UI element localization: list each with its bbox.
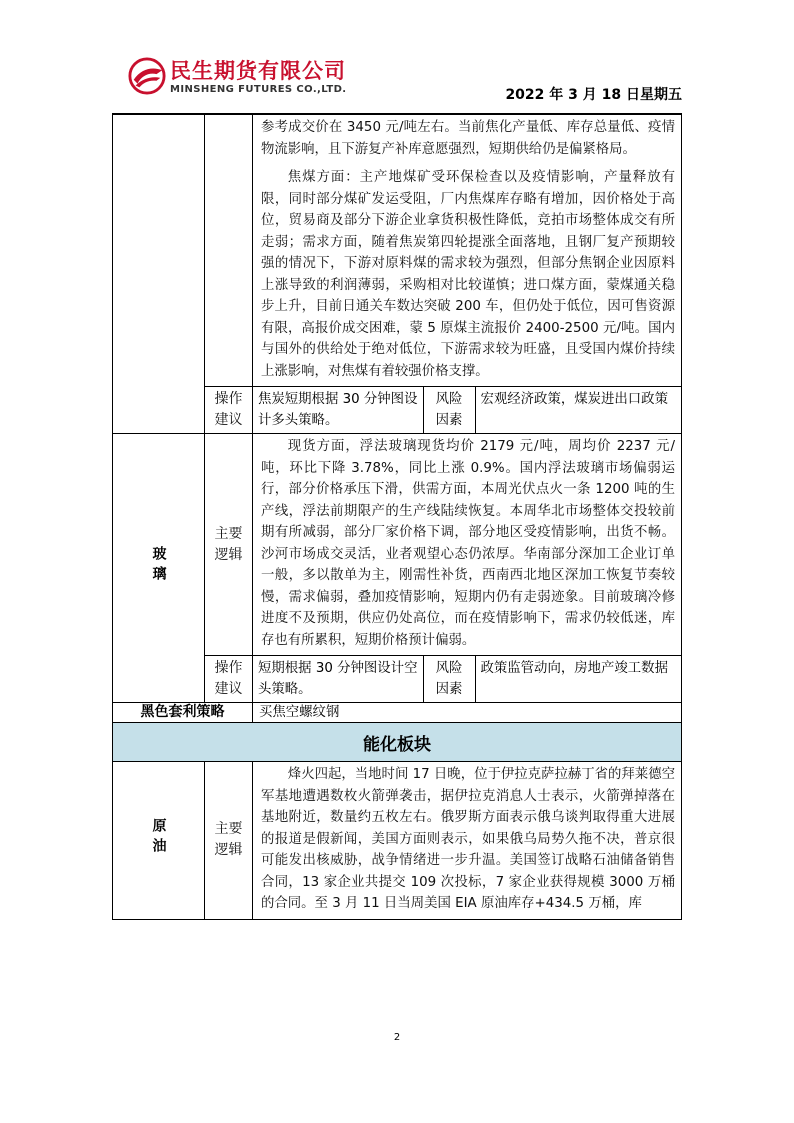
company-name-cn: 民生期货有限公司	[170, 59, 346, 83]
glass-logic-label-text: 主要逻辑	[214, 525, 243, 563]
glass-op-inner	[253, 656, 681, 702]
coal-op-label	[205, 387, 253, 434]
crude-category: 原油	[150, 818, 167, 859]
glass-category: 玻璃	[150, 546, 167, 586]
glass-op-text: 短期根据 30 分钟图设计空头策略。	[258, 661, 418, 697]
glass-category-cell	[113, 434, 205, 703]
coal-paragraph: 参考成交价在 3450 元/吨左右。当前焦化产量低、库存总量低、疫情物流影响，且下游复产补库意愿强烈，短期供给仍是偏紧格局。	[261, 120, 675, 157]
glass-risk-text: 政策监管动向，房地产竣工数据	[475, 656, 681, 702]
company-logo	[128, 55, 368, 105]
coking-coal-paragraph: 焦煤方面：主产地煤矿受环保检查以及疫情影响，产量释放有限，同时部分煤矿发运受阻，厂内焦煤库存略有增加，因价格处于高位，贸易商及部分下游企业拿货积极性降低，竞拍市场整体成交有所走弱；需求方面，随着焦炭第四轮提涨全面落地，且钢厂复产预期较强的情况下，下游对原料煤的需求较为强烈，但部分焦钢企业因原料上涨导致的利润薄弱，采购相对比较谨慎；进口煤方面，蒙煤通关稳步上升，目前日通关车数达突破 200 车，但仍处于低位，因可售资源有限，高报价成交困难，蒙 5 原煤主流报价 2400-2500 元/吨。国内与国外的供给处于绝对低位，下游需求较为旺盛，且受国内煤价持续上涨影响，对焦煤有着较强价格支撑。	[261, 170, 675, 379]
coal-risk-text: 宏观经济政策，煤炭进出口政策	[475, 387, 681, 433]
glass-logic-label	[205, 434, 253, 656]
company-logo-icon	[128, 57, 166, 95]
glass-op-label-text: 操作建议	[214, 660, 243, 697]
coal-risk-label	[423, 387, 475, 433]
crude-logic-label	[205, 762, 253, 920]
arbitrage-label: 黑色套利策略	[113, 703, 253, 723]
coal-risk-label-text: 风险因素	[435, 392, 463, 428]
glass-risk-label	[423, 656, 475, 702]
glass-logic-text	[253, 434, 682, 656]
coal-op-cell	[253, 387, 682, 434]
coal-op-label-text: 操作建议	[214, 391, 243, 428]
crude-category-cell	[113, 762, 205, 920]
crude-logic-row	[113, 762, 682, 920]
report-date: 2022 年 3 月 18 日星期五	[505, 87, 682, 103]
arbitrage-row	[113, 703, 682, 723]
page-number: 2	[393, 1032, 401, 1043]
report-table	[112, 114, 682, 920]
coal-logic-label-cell	[205, 115, 253, 387]
energy-section-row	[113, 723, 682, 762]
arbitrage-value: 买焦空螺纹钢	[253, 703, 682, 723]
coal-category-cell	[113, 115, 205, 434]
coal-op-text: 焦炭短期根据 30 分钟图设计多头策略。	[258, 392, 418, 428]
glass-op-label	[205, 656, 253, 703]
glass-paragraph: 现货方面，浮法玻璃现货均价 2179 元/吨，周均价 2237 元/吨，环比下降 3.78%，同比上涨 0.9%。国内浮法玻璃市场偏弱运行，部分价格承压下滑，供需方面，本周光伏点火一条 1200 吨的生产线，浮法前期限产的生产线陆续恢复。本周华北市场整体交投较前期有所减弱，部分厂家价格下调，部分地区受疫情影响，出货不畅。沙河市场成交灵活，业者观望心态仍浓厚。华南部分深加工企业订单一般，多以散单为主，刚需性补货，西南西北地区深加工恢复节奏较慢，需求偏弱，叠加疫情影响，短期内仍有走弱迹象。目前玻璃冷修进度不及预期，供应仍处高位，而在疫情影响下，需求仍较低迷，库存也有所累积，短期价格预计偏弱。	[261, 439, 675, 648]
crude-logic-label-text: 主要逻辑	[214, 821, 243, 859]
coal-logic-row	[113, 115, 682, 387]
energy-section-title: 能化板块	[113, 723, 682, 762]
coal-logic-text	[253, 115, 682, 387]
crude-paragraph: 烽火四起，当地时间 17 日晚，位于伊拉克萨拉赫丁省的拜莱德空军基地遭遇数枚火箭弹袭击，据伊拉克消息人士表示，火箭弹掉落在基地附近，数量约五枚左右。俄罗斯方面表示俄乌谈判取得重大进展的报道是假新闻，美国方面则表示，如果俄乌局势久拖不决，普京很可能发出核威胁，战争情绪进一步升温。美国签订战略石油储备销售合同，13 家企业共提交 109 次投标，7 家企业获得规模 3000 万桶的合同。至 3 月 11 日当周美国 EIA 原油库存+434.5 万桶，库	[261, 767, 675, 911]
company-name-en: MINSHENG FUTURES CO.,LTD.	[170, 84, 347, 95]
crude-logic-text	[253, 762, 682, 920]
glass-op-cell	[253, 656, 682, 703]
coal-op-inner	[253, 387, 681, 433]
glass-logic-row	[113, 434, 682, 656]
glass-risk-label-text: 风险因素	[435, 661, 463, 697]
